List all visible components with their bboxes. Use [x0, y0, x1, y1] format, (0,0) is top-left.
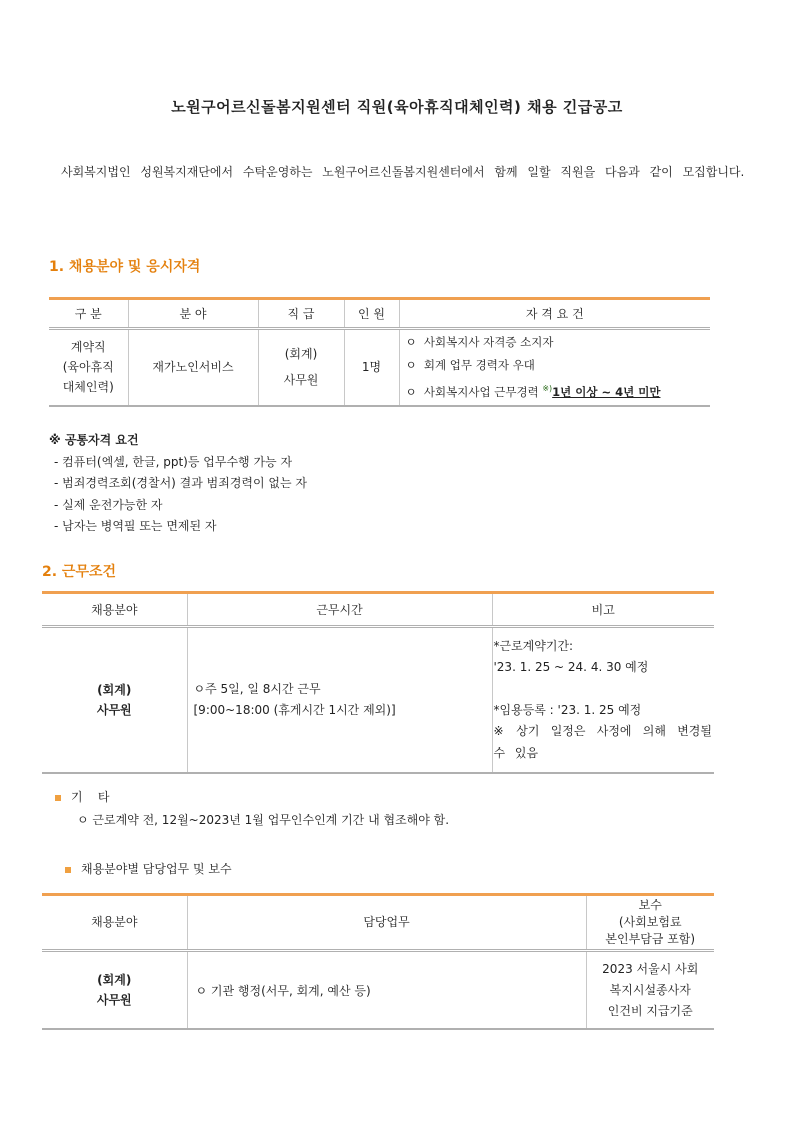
grade-line: 사무원	[283, 373, 319, 388]
footnote-mark: ※)	[542, 384, 553, 393]
recruitment-table-header	[49, 299, 710, 329]
cell-field: 재가노인서비스	[128, 329, 258, 406]
circle-bullet-icon: ㅇ	[405, 358, 417, 372]
col-notes: 비고	[492, 593, 714, 627]
col-hours: 근무시간	[187, 593, 492, 627]
duty-table-header	[42, 895, 714, 951]
type-line: (육아휴직	[62, 360, 114, 375]
col-type: 구 분	[74, 307, 102, 321]
section1-heading: 1. 채용분야 및 응시자격	[49, 259, 201, 275]
grade-line: (회계)	[284, 347, 318, 362]
type-line: 대체인력)	[62, 380, 114, 395]
cell-hours: ㅇ주 5일, 일 8시간 근무 [9:00~18:00 (휴게시간 1시간 제외)]	[187, 627, 492, 774]
duty-pay-heading: 채용분야별 담당업무 및 보수	[65, 860, 232, 877]
cell-position: (회계) 사무원	[96, 973, 132, 1007]
col-pay: 보수 (사회보험료 본인부담금 포함)	[586, 895, 714, 951]
work-table-header	[42, 593, 714, 627]
cell-type	[49, 329, 128, 406]
table-row	[49, 329, 710, 406]
requirement-item: ㅇ 사회복지사 자격증 소지자	[405, 335, 554, 349]
cell-count: 1명	[344, 329, 399, 406]
cell-position: (회계) 사무원	[96, 683, 132, 717]
intro-paragraph: 사회복지법인 성원복지재단에서 수탁운영하는 노원구어르신돌봄지원센터에서 함께 일할 직원을 다음과 같이 모집합니다.	[61, 165, 745, 179]
col-position: 채용분야	[91, 603, 138, 617]
cell-grade	[258, 329, 344, 406]
cell-pay: 2023 서울시 사회 복지시설종사자 인건비 지급기준	[586, 951, 714, 1030]
col-field: 분 야	[128, 299, 258, 329]
list-item: - 실제 운전가능한 자	[54, 497, 163, 512]
list-item: - 남자는 병역필 또는 면제된 자	[54, 519, 217, 533]
section2-heading: 2. 근무조건	[42, 564, 117, 580]
circle-bullet-icon: ㅇ	[405, 335, 417, 349]
work-conditions-table	[42, 591, 714, 774]
cell-notes: *근로계약기간: '23. 1. 25 ~ 24. 4. 30 예정 *임용등록 : '23. 1. 25 예정 ※ 상기 일정은 사정에 의해 변경될 수 있음	[492, 627, 714, 774]
common-requirements	[49, 430, 307, 538]
list-item: - 컴퓨터(엑셀, 한글, ppt)등 업무수행 가능 자	[54, 454, 293, 469]
experience-range: 1년 이상 ~ 4년 미만	[552, 384, 661, 399]
table-row	[42, 627, 714, 774]
etc-section	[55, 786, 449, 832]
col-duty: 담당업무	[187, 895, 586, 951]
cell-requirements	[399, 329, 710, 406]
list-item: - 범죄경력조회(경찰서) 결과 범죄경력이 없는 자	[54, 476, 308, 490]
col-grade: 직 급	[258, 299, 344, 329]
col-count: 인 원	[344, 299, 399, 329]
col-position: 채용분야	[91, 915, 138, 929]
common-heading: ※ 공통자격 요건	[49, 433, 139, 447]
etc-heading: 기 타	[55, 786, 449, 809]
circle-bullet-icon: ㅇ	[405, 384, 417, 399]
col-requirements: 자 격 요 건	[399, 299, 710, 329]
requirement-item: ㅇ 회계 업무 경력자 우대	[405, 358, 535, 372]
recruitment-table	[49, 297, 710, 407]
etc-item: ㅇ 근로계약 전, 12월~2023년 1월 업무인수인계 기간 내 협조해야 함.	[77, 813, 450, 827]
square-bullet-icon	[55, 795, 61, 801]
table-row	[42, 951, 714, 1030]
page-title: 노원구어르신돌봄지원센터 직원(육아휴직대체인력) 채용 긴급공고	[171, 98, 623, 116]
requirement-item: ㅇ 사회복지사업 근무경력 ※)1년 이상 ~ 4년 미만	[405, 384, 661, 399]
cell-duty: ㅇ 기관 행정(서무, 회계, 예산 등)	[187, 951, 586, 1030]
duty-pay-table	[42, 893, 714, 1030]
square-bullet-icon	[65, 867, 71, 873]
type-line: 계약직	[70, 340, 106, 355]
